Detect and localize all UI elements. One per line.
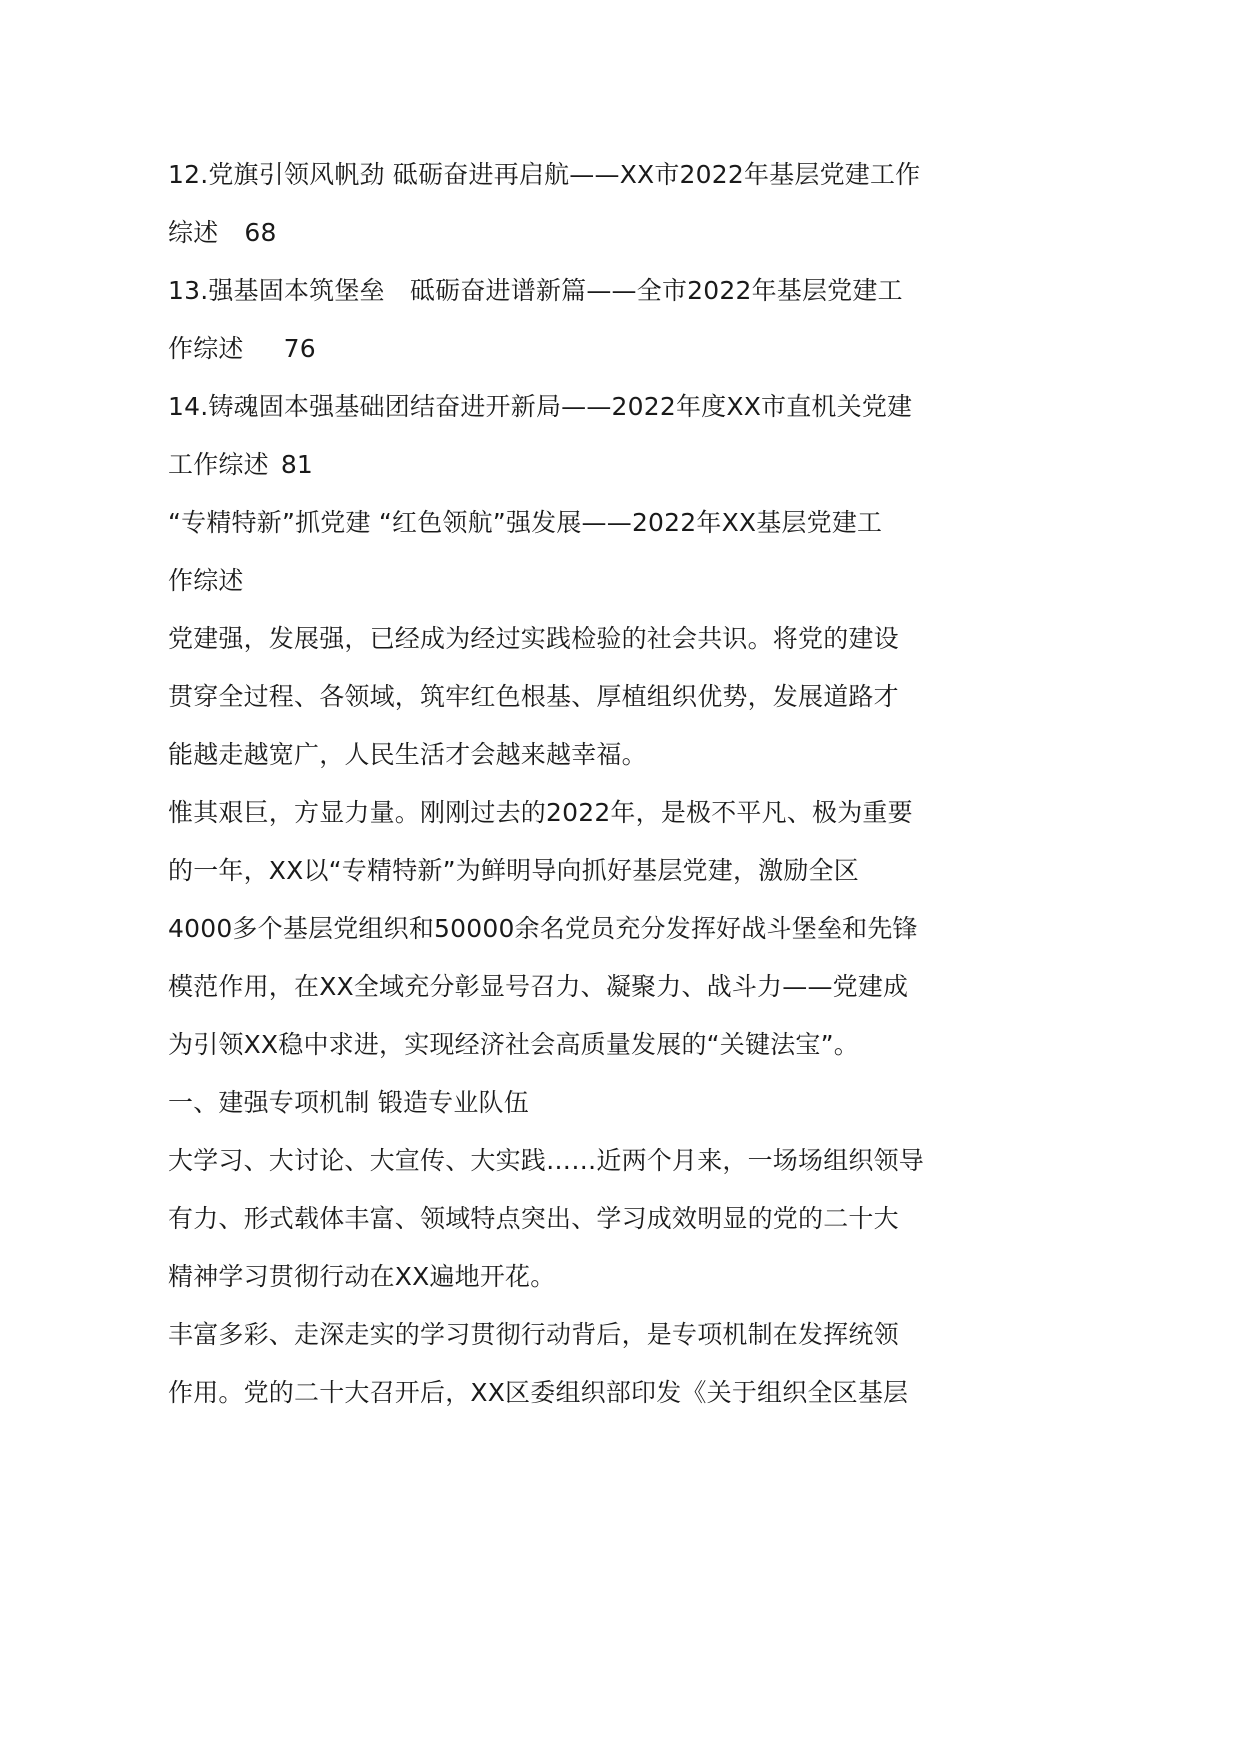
toc-entry-14-line1: 14.铸魂固本强基础团结奋进开新局——2022年度XX市直机关党建: [168, 392, 913, 421]
paragraph-1-line1: 党建强，发展强，已经成为经过实践检验的社会共识。将党的建设: [168, 624, 899, 653]
toc-entry-12-text: 综述: [168, 218, 219, 247]
paragraph-2-line4: 模范作用，在XX全域充分彰显号召力、凝聚力、战斗力——党建成: [168, 972, 909, 1001]
paragraph-3-line3: 精神学习贯彻行动在XX遍地开花。: [168, 1262, 556, 1291]
toc-entry-13-text: 作综述: [168, 334, 244, 363]
paragraph-4-line2: 作用。党的二十大召开后，XX区委组织部印发《关于组织全区基层: [168, 1378, 909, 1407]
paragraph-2-line2: 的一年，XX以“专精特新”为鲜明导向抓好基层党建，激励全区: [168, 856, 859, 885]
toc-entry-13-line2: [168, 320, 958, 378]
paragraph-3-line2: 有力、形式载体丰富、领域特点突出、学习成效明显的党的二十大: [168, 1204, 899, 1233]
toc-entry-14-line2: [168, 436, 958, 494]
paragraph-3-line1: 大学习、大讨论、大宣传、大实践……近两个月来，一场场组织领导: [168, 1146, 925, 1175]
section-1-heading: 一、建强专项机制 锻造专业队伍: [168, 1088, 529, 1117]
paragraph-1-line2: 贯穿全过程、各领域，筑牢红色根基、厚植组织优势，发展道路才: [168, 682, 899, 711]
toc-entry-12-page-number: 68: [244, 218, 277, 247]
article-title-line1: “专精特新”抓党建 “红色领航”强发展——2022年XX基层党建工: [168, 508, 883, 537]
paragraph-2-line5: 为引领XX稳中求进，实现经济社会高质量发展的“关键法宝”。: [168, 1030, 859, 1059]
toc-entry-12-line2: [168, 204, 958, 262]
article-title-line2: 作综述: [168, 566, 244, 595]
paragraph-4-line1: 丰富多彩、走深走实的学习贯彻行动背后，是专项机制在发挥统领: [168, 1320, 899, 1349]
paragraph-2-line1: 惟其艰巨，方显力量。刚刚过去的2022年，是极不平凡、极为重要: [168, 798, 913, 827]
toc-entry-14-page-number: 81: [280, 450, 314, 479]
toc-entry-13-page-number: 76: [283, 334, 316, 363]
paragraph-1-line3: 能越走越宽广，人民生活才会越来越幸福。: [168, 740, 647, 769]
document-page: [168, 146, 958, 1422]
toc-entry-12-line1: 12.党旗引领风帆劲 砥砺奋进再启航——XX市2022年基层党建工作: [168, 160, 921, 189]
paragraph-2-line3: 4000多个基层党组织和50000余名党员充分发挥好战斗堡垒和先锋: [168, 914, 918, 943]
toc-entry-14-text: 工作综述: [168, 450, 269, 479]
toc-entry-13-line1: 13.强基固本筑堡垒 砥砺奋进谱新篇——全市2022年基层党建工: [168, 276, 903, 305]
